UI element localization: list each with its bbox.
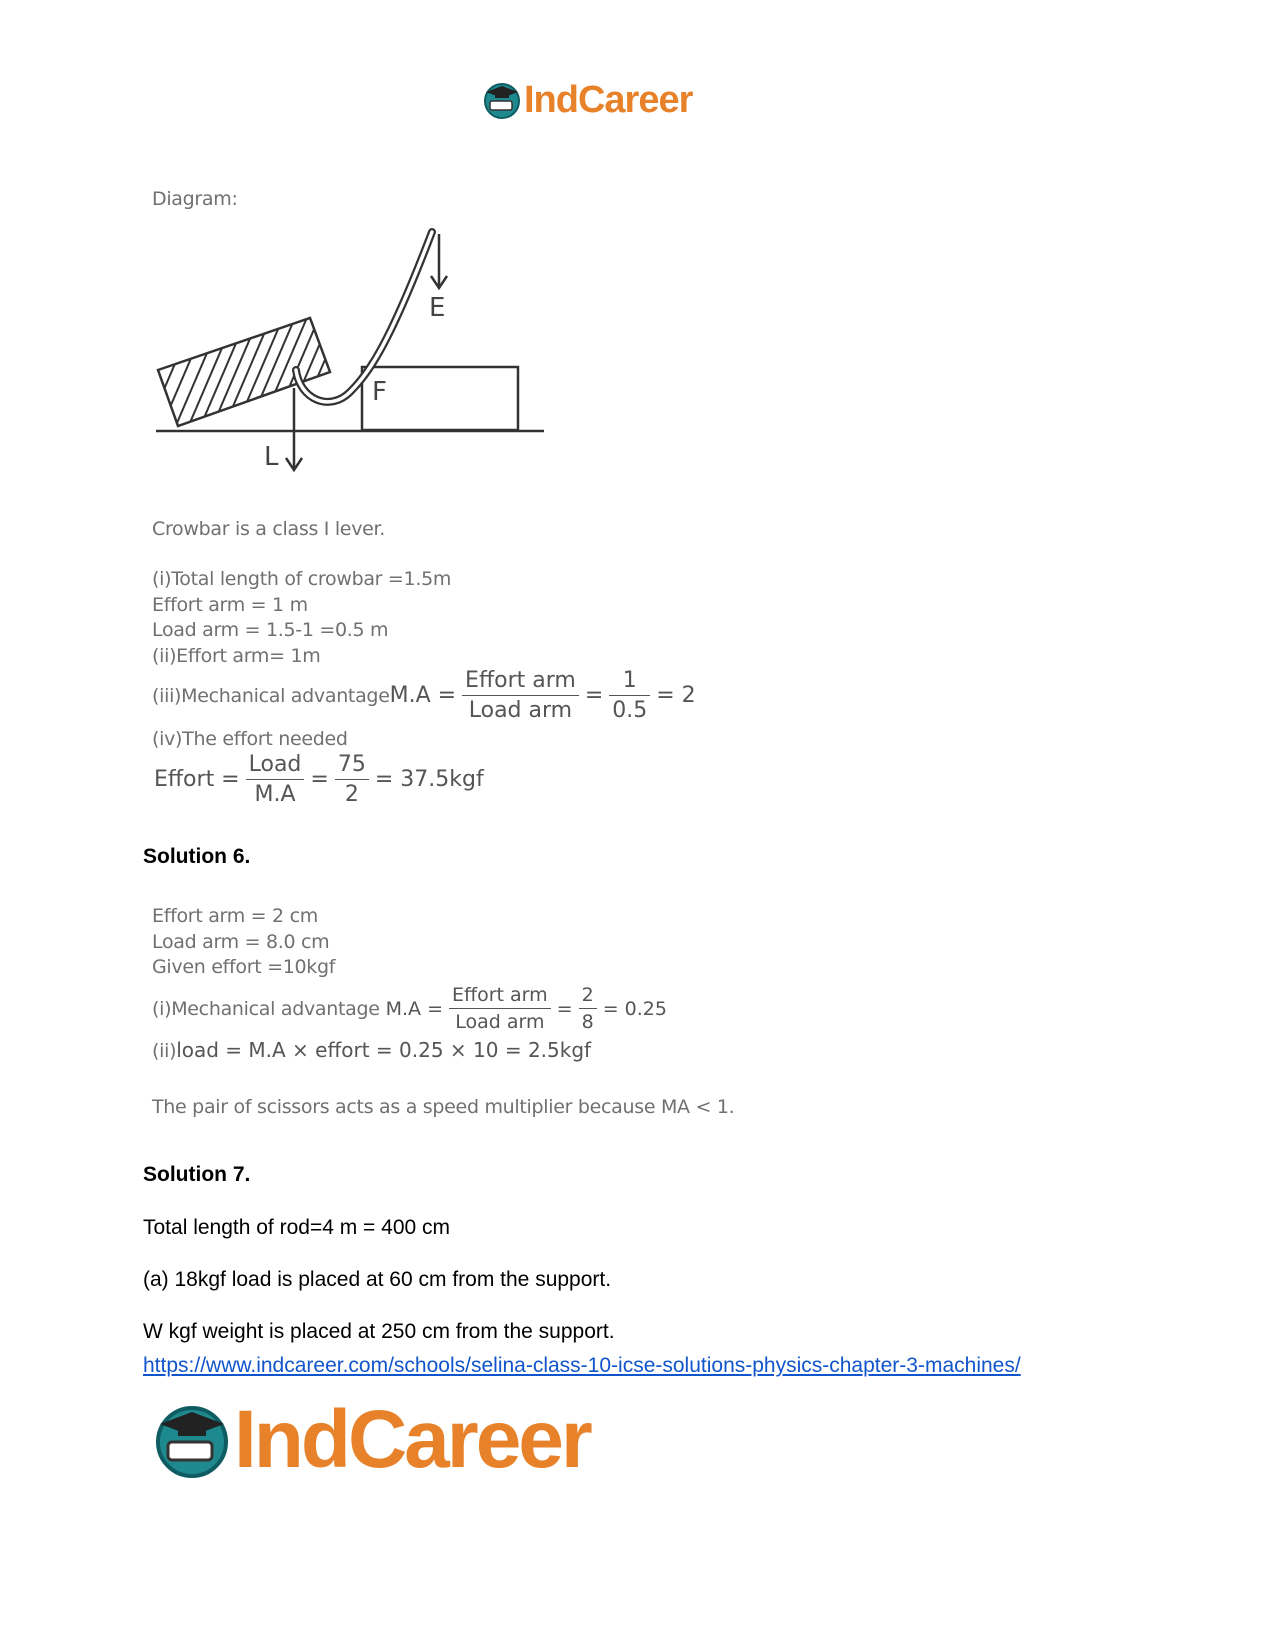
effort-lhs: Effort = [154,767,240,792]
effort-heading: (iv)The effort needed [152,728,348,750]
solution-6-ma-numerator-2: 2 [579,984,597,1009]
solution-6-ma-denominator-2: 8 [581,1011,594,1033]
effort-denominator-1: M.A [254,782,296,807]
effort-fraction-1 [246,752,305,807]
crowbar-line-3: Load arm = 1.5-1 =0.5 m [152,619,389,641]
crowbar-lever-diagram [150,222,550,482]
solution-6-ma-fraction-1 [449,984,551,1033]
solution-6-load-formula: load = M.A × effort = 0.25 × 10 = 2.5kgf [176,1038,592,1062]
crowbar-ma-denominator-2: 0.5 [612,698,648,723]
load-label: L [264,442,279,472]
solution-6-title: Solution 6. [143,845,251,868]
footer-logo [152,1394,590,1485]
solution-6-load-equation [152,1038,591,1062]
crowbar-line-4: (ii)Effort arm= 1m [152,645,321,667]
solution-6-line-1: Effort arm = 2 cm [152,905,318,927]
fulcrum-label: F [372,377,387,407]
effort-equals: = [310,767,329,792]
graduation-cap-globe-icon [152,1400,232,1480]
effort-equation [154,752,484,807]
crowbar-ma-equation [152,668,696,723]
crowbar-statement: Crowbar is a class I lever. [152,518,386,540]
solution-6-ma-numerator-1: Effort arm [449,984,551,1009]
crowbar-ma-denominator-1: Load arm [468,698,573,723]
source-url-link[interactable]: https://www.indcareer.com/schools/selina-class-10-icse-solutions-physics-chapter-3-machines/ [143,1354,1021,1377]
solution-6-conclusion: The pair of scissors acts as a speed multiplier because MA < 1. [152,1096,735,1118]
solution-6-ma-fraction-2 [579,984,597,1033]
solution-6-ma-denominator-1: Load arm [455,1011,545,1033]
crowbar-line-2: Effort arm = 1 m [152,594,308,616]
crowbar-ma-lhs: M.A = [389,683,457,708]
crowbar-ma-fraction-1 [462,668,579,723]
diagram-heading: Diagram: [152,188,238,210]
footer-logo-text: IndCareer [234,1394,590,1485]
solution-6-load-prefix: (ii) [152,1040,177,1062]
solution-6-line-3: Given effort =10kgf [152,956,336,978]
solution-6-ma-result: = 0.25 [602,997,667,1020]
effort-numerator-2: 75 [335,752,369,780]
solution-6-ma-equation [152,984,667,1033]
solution-6-line-2: Load arm = 8.0 cm [152,931,330,953]
crowbar-ma-fraction-2 [609,668,650,723]
solution-6-ma-prefix: (i)Mechanical advantage [152,997,380,1020]
solution-6-ma-equals: = [556,997,573,1020]
effort-numerator-1: Load [246,752,305,780]
solution-7-line-1: Total length of rod=4 m = 400 cm [143,1216,451,1239]
solution-7-title: Solution 7. [143,1163,251,1186]
crowbar-ma-equals: = [584,683,604,708]
effort-fraction-2 [335,752,369,807]
crowbar-ma-numerator-2: 1 [609,668,650,696]
crowbar-line-1: (i)Total length of crowbar =1.5m [152,568,452,590]
header-logo-text: IndCareer [524,78,693,121]
solution-7-line-2: (a) 18kgf load is placed at 60 cm from the support. [143,1268,612,1291]
solution-7-line-3: W kgf weight is placed at 250 cm from the support. [143,1320,615,1343]
effort-result: = 37.5kgf [374,767,484,792]
crowbar-ma-result: = 2 [656,683,696,708]
solution-6-ma-lhs: M.A = [385,997,444,1020]
effort-denominator-2: 2 [344,782,359,807]
effort-label: E [429,293,446,323]
crowbar-ma-numerator-1: Effort arm [462,668,579,696]
header-logo [482,76,692,124]
graduation-cap-globe-icon [482,80,522,120]
load-block [150,282,366,432]
crowbar-ma-prefix: (iii)Mechanical advantage [152,684,390,707]
